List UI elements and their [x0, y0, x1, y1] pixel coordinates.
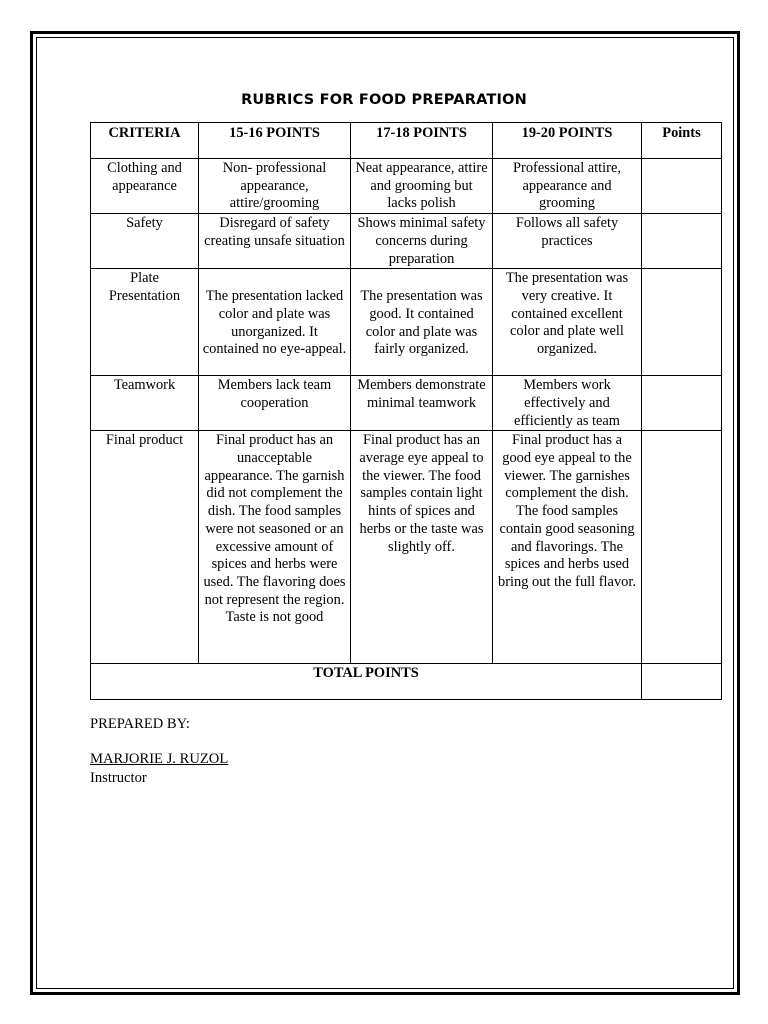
preparer-name: MARJORIE J. RUZOL [90, 751, 229, 767]
score-19-20-cell: Professional attire, appearance and grooming [493, 159, 642, 214]
criteria-cell: Safety [91, 214, 199, 269]
criteria-cell: Plate Presentation [91, 269, 199, 376]
score-17-18-cell: Neat appearance, attire and grooming but lacks polish [351, 159, 493, 214]
points-cell[interactable] [642, 214, 722, 269]
score-17-18-cell: The presentation was good. It contained color and plate was fairly organized. [351, 269, 493, 376]
points-cell[interactable] [642, 159, 722, 214]
score-17-18-cell: Shows minimal safety concerns during preparation [351, 214, 493, 269]
score-15-16-cell: Members lack team cooperation [199, 376, 351, 431]
criteria-cell: Teamwork [91, 376, 199, 431]
table-row-total [91, 664, 722, 700]
table-row-clothing [91, 159, 722, 214]
score-17-18-cell: Final product has an average eye appeal to the viewer. The food samples contain light hints of spices and herbs or the taste was slightly off. [351, 431, 493, 664]
total-points-label: TOTAL POINTS [91, 664, 642, 700]
criteria-cell: Final product [91, 431, 199, 664]
score-15-16-cell: The presentation lacked color and plate was unorganized. It contained no eye-appeal. [199, 269, 351, 376]
preparer-title: Instructor [90, 770, 147, 786]
header-19-20-points: 19-20 POINTS [493, 123, 642, 159]
rubric-table [90, 122, 722, 700]
score-15-16-cell: Final product has an unacceptable appearance. The garnish did not complement the dish. The food samples were not seasoned or an excessive amount of spices and herbs were used. The flavoring does not represent the region. Taste is not good [199, 431, 351, 664]
score-19-20-cell: The presentation was very creative. It contained excellent color and plate well organized. [493, 269, 642, 376]
points-cell[interactable] [642, 431, 722, 664]
header-points: Points [642, 123, 722, 159]
score-19-20-cell: Members work effectively and efficiently as team [493, 376, 642, 431]
header-17-18-points: 17-18 POINTS [351, 123, 493, 159]
header-criteria: CRITERIA [91, 123, 199, 159]
document-title: RUBRICS FOR FOOD PREPARATION [241, 92, 527, 108]
table-row-final-product [91, 431, 722, 664]
points-cell[interactable] [642, 269, 722, 376]
table-row-plate-presentation [91, 269, 722, 376]
score-15-16-cell: Disregard of safety creating unsafe situation [199, 214, 351, 269]
table-row-teamwork [91, 376, 722, 431]
total-points-cell[interactable] [642, 664, 722, 700]
score-15-16-cell: Non- professional appearance, attire/grooming [199, 159, 351, 214]
criteria-cell: Clothing and appearance [91, 159, 199, 214]
header-row [91, 123, 722, 159]
score-17-18-cell: Members demonstrate minimal teamwork [351, 376, 493, 431]
table-row-safety [91, 214, 722, 269]
points-cell[interactable] [642, 376, 722, 431]
header-15-16-points: 15-16 POINTS [199, 123, 351, 159]
score-19-20-cell: Follows all safety practices [493, 214, 642, 269]
score-19-20-cell: Final product has a good eye appeal to the viewer. The garnishes complement the dish. The food samples contain good seasoning and flavorings. The spices and herbs used bring out the full flavor. [493, 431, 642, 664]
prepared-by-label: PREPARED BY: [90, 716, 190, 732]
